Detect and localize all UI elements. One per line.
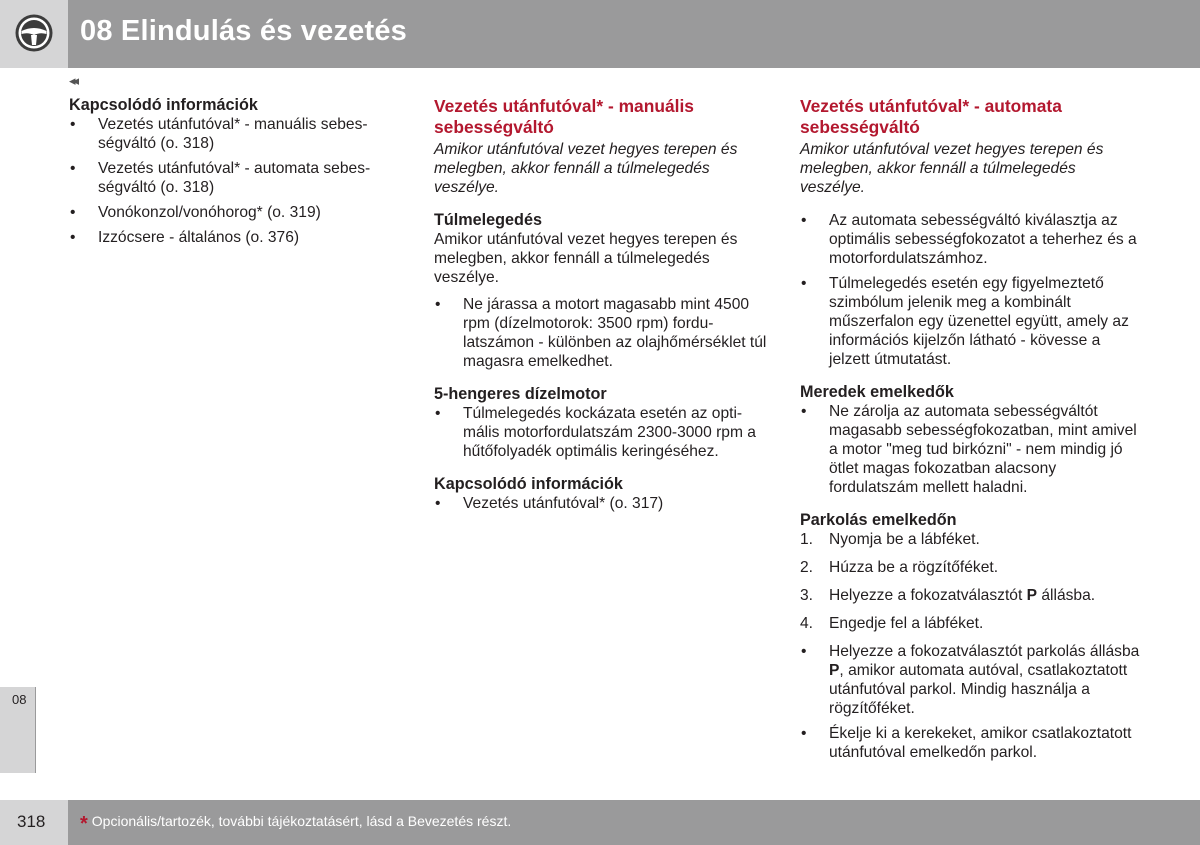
steep-hills-heading: Meredek emelkedők	[800, 383, 954, 401]
bullet-icon: •	[435, 405, 441, 422]
related-info-item[interactable]: • Vezetés utánfutóval* - manuális sebességváltó (o. 318)	[70, 116, 368, 152]
bullet-icon: •	[70, 204, 76, 221]
related-info-item[interactable]: • Vonókonzol/vonóhorog* (o. 319)	[70, 204, 321, 221]
step-number: 2.	[800, 559, 814, 576]
related-info-list	[69, 115, 389, 247]
chapter-tab-label: 08	[12, 692, 27, 707]
section-title: Vezetés utánfutóval* - manuális sebességváltó	[434, 96, 694, 137]
overheating-heading: Túlmelegedés	[434, 211, 542, 229]
steep-hills-list	[800, 402, 1140, 497]
related-info-item[interactable]: • Vezetés utánfutóval* - automata sebességváltó (o. 318)	[70, 160, 371, 196]
overheating-text: Amikor utánfutóval vezet hegyes terepen és melegben, akkor fennáll a túlmelegedés veszélye.	[434, 231, 738, 286]
parking-slope-heading: Parkolás emelkedőn	[800, 511, 957, 529]
step-item: 2. Húzza be a rögzítőféket.	[800, 559, 999, 576]
asterisk-icon: *	[80, 813, 88, 835]
step-item: 4. Engedje fel a lábféket.	[800, 615, 984, 632]
step-item: 3. Helyezze a fokozatválasztót P állásba.	[800, 587, 1096, 604]
related-info-heading: Kapcsolódó információk	[69, 96, 258, 114]
bullet-icon: •	[435, 296, 441, 313]
diesel-heading: 5-hengeres dízelmotor	[434, 385, 607, 403]
column-manual-transmission	[434, 96, 769, 519]
related-info-item[interactable]: • Vezetés utánfutóval* (o. 317)	[435, 495, 664, 512]
related-info-item[interactable]: • Izzócsere - általános (o. 376)	[70, 229, 300, 246]
footnote-text: Opcionális/tartozék, további tájékoztatásért, lásd a Bevezetés részt.	[91, 813, 512, 829]
bullet-icon: •	[435, 495, 441, 512]
column-related-info	[69, 96, 389, 253]
step-number: 1.	[800, 531, 814, 548]
chapter-title: 08 Elindulás és vezetés	[80, 15, 407, 47]
list-item: • Az automata sebességváltó kiválasztja az optimális sebességfokozatot a teherhez és a motorfordulatszámhoz.	[801, 212, 1137, 267]
bullet-icon: •	[801, 403, 807, 420]
diesel-list	[434, 404, 769, 461]
list-item: • Túlmelegedés esetén egy figyelmeztető szimbólum jelenik meg a kombinált műszerfalon egy üzenettel együtt, amely az információs kijelzőn látható - kövesse a jelzett útmutatást.	[801, 275, 1129, 368]
step-item: 1. Nyomja be a lábféket.	[800, 531, 980, 548]
step-number: 3.	[800, 587, 814, 604]
bullet-icon: •	[801, 275, 807, 292]
page-number: 318	[17, 812, 46, 831]
section-title: Vezetés utánfutóval* - automata sebességváltó	[800, 96, 1062, 137]
automatic-list	[800, 211, 1140, 369]
bullet-icon: •	[70, 160, 76, 177]
list-item: • Túlmelegedés kockázata esetén az optimális motorfordulatszám 2300-3000 rpm a hűtőfolyadék optimális keringéséhez.	[435, 405, 756, 460]
parking-steps	[800, 530, 1140, 633]
bullet-icon: •	[70, 116, 76, 133]
list-item: • Ne zárolja az automata sebességváltót magasabb sebességfokozatban, mint amivel a motor "meg tud birkózni" - nem mindig jó ötlet magas fokozatban alacsony fordulatszám mellett haladni.	[801, 403, 1137, 496]
bullet-icon: •	[801, 725, 807, 742]
parking-notes-list	[800, 642, 1140, 762]
column-automatic-transmission	[800, 96, 1140, 768]
related-info-heading: Kapcsolódó információk	[434, 475, 623, 493]
footnote	[80, 813, 511, 836]
list-item: • Ne járassa a motort magasabb mint 4500 rpm (dízelmotorok: 3500 rpm) fordulatszámon - különben az olajhőmérséklet túl magasra emelkedhet.	[435, 296, 767, 370]
bullet-icon: •	[70, 229, 76, 246]
steering-wheel-icon	[14, 13, 54, 53]
list-item: • Ékelje ki a kerekeket, amikor csatlakoztatott utánfutóval emelkedőn parkol.	[801, 725, 1132, 761]
step-number: 4.	[800, 615, 814, 632]
section-intro: Amikor utánfutóval vezet hegyes terepen és melegben, akkor fennáll a túlmelegedés veszélye.	[434, 141, 738, 196]
continued-marker: ◂◂	[69, 73, 77, 88]
overheating-list	[434, 295, 769, 371]
list-item: • Helyezze a fokozatválasztót parkolás állásba P, amikor automata autóval, csatlakoztatott utánfutóval parkol. Mindig használja a rögzítőféket.	[801, 643, 1140, 717]
section-intro: Amikor utánfutóval vezet hegyes terepen és melegben, akkor fennáll a túlmelegedés veszélye.	[800, 141, 1104, 196]
bullet-icon: •	[801, 212, 807, 229]
chapter-icon-box	[0, 0, 68, 68]
bullet-icon: •	[801, 643, 807, 660]
related-info-list	[434, 494, 769, 513]
